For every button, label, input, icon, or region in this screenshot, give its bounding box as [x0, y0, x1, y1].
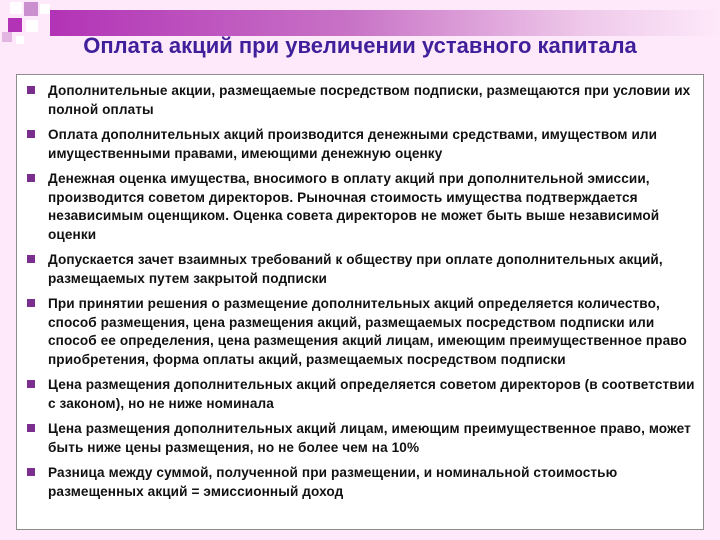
decorative-square — [40, 4, 50, 14]
bullet-text: Дополнительные акции, размещаемые посредством подписки, размещаются при условии их полной оплаты — [48, 83, 691, 117]
square-bullet-icon — [27, 174, 35, 182]
list-item — [22, 82, 702, 119]
bullet-text: Цена размещения дополнительных акций определяется советом директоров (в соответствии с законом), но не ниже номинала — [48, 377, 695, 411]
bullet-text: Денежная оценка имущества, вносимого в оплату акций при дополнительной эмиссии, производится советом директоров. Рыночная стоимость имущества подтверждается независимым оценщиком. Оценка совета директоров не может быть выше независимой оценки — [48, 171, 660, 242]
list-item — [22, 464, 702, 501]
list-item — [22, 126, 702, 163]
decorative-square — [26, 20, 38, 32]
decorative-square — [8, 18, 22, 32]
square-bullet-icon — [27, 86, 35, 94]
decorative-square — [24, 2, 38, 16]
bullet-text: Цена размещения дополнительных акций лицам, имеющим преимущественное право, может быть ниже цены размещения, но не более чем на 10% — [48, 421, 691, 455]
bullet-text: Оплата дополнительных акций производится денежными средствами, имуществом или имущественными правами, имеющими денежную оценку — [48, 127, 658, 161]
list-item — [22, 420, 702, 457]
square-bullet-icon — [27, 255, 35, 263]
square-bullet-icon — [27, 468, 35, 476]
bullet-text: Разница между суммой, полученной при размещении, и номинальной стоимостью размещенных акций = эмиссионный доход — [48, 465, 618, 499]
square-bullet-icon — [27, 380, 35, 388]
decorative-square — [10, 2, 22, 14]
square-bullet-icon — [27, 299, 35, 307]
list-item — [22, 251, 702, 288]
bullet-text: При принятии решения о размещение дополнительных акций определяется количество, способ размещения, цена размещения акций, размещаемых посредством подписки или способ ее определения, цена размещения акций лицам, имеющим преимущественное право приобретения, форма оплаты акций, размещаемых посредством подписки — [48, 296, 687, 367]
slide-title: Оплата акций при увеличении уставного капитала — [83, 33, 637, 58]
bullet-list — [22, 82, 702, 508]
square-bullet-icon — [27, 424, 35, 432]
list-item — [22, 295, 702, 369]
square-bullet-icon — [27, 130, 35, 138]
bullet-text: Допускается зачет взаимных требований к обществу при оплате дополнительных акций, размещаемых путем закрытой подписки — [48, 252, 663, 286]
list-item — [22, 170, 702, 244]
list-item — [22, 376, 702, 413]
